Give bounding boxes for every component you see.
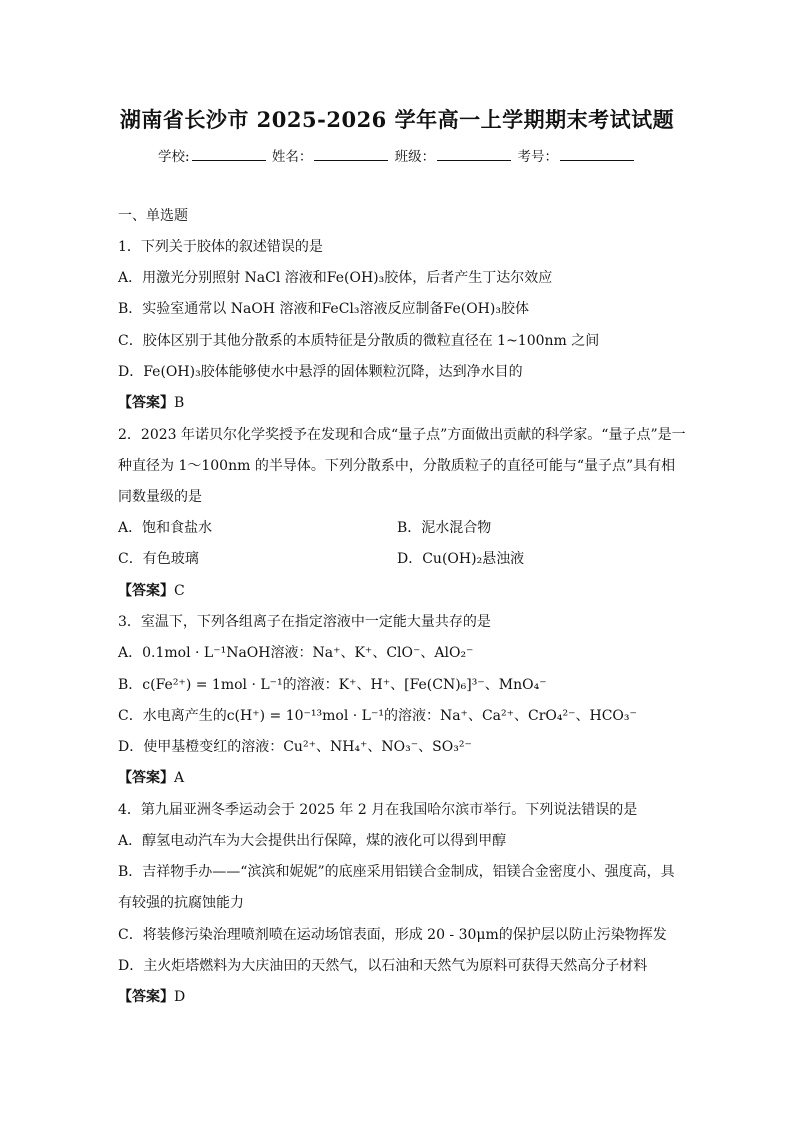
- q4-stem: 4．第九届亚洲冬季运动会于 2025 年 2 月在我国哈尔滨市举行。下列说法错误的是: [118, 802, 638, 818]
- school-blank[interactable]: [192, 148, 266, 161]
- q4-option-b-line2: 有较强的抗腐蚀能力: [118, 895, 244, 911]
- exam-id-blank[interactable]: [560, 148, 634, 161]
- q2-option-a: A．饱和食盐水: [118, 520, 213, 536]
- name-blank[interactable]: [314, 148, 388, 161]
- q2-stem-line1: 2．2023 年诺贝尔化学奖授予在发现和合成“量子点”方面做出贡献的科学家。“量子点”是一: [118, 427, 686, 443]
- q1-option-b: B．实验室通常以 NaOH 溶液和FeCl₃溶液反应制备Fe(OH)₃胶体: [118, 301, 529, 317]
- exam-id-label: 考号：: [517, 149, 558, 165]
- q4-answer: 【答案】D: [118, 989, 186, 1005]
- q3-option-a: A．0.1mol · L⁻¹NaOH溶液：Na⁺、K⁺、ClO⁻、AlO₂⁻: [118, 645, 474, 661]
- q1-option-a: A．用激光分别照射 NaCl 溶液和Fe(OH)₃胶体，后者产生丁达尔效应: [118, 270, 553, 286]
- q1-option-c: C．胶体区别于其他分散系的本质特征是分散质的微粒直径在 1~100nm 之间: [118, 333, 600, 349]
- q1-stem: 1．下列关于胶体的叙述错误的是: [118, 239, 323, 255]
- q2-option-b: B．泥水混合物: [397, 520, 492, 536]
- school-label: 学校:: [158, 149, 190, 165]
- q3-option-d: D．使甲基橙变红的溶液：Cu²⁺、NH₄⁺、NO₃⁻、SO₃²⁻: [118, 739, 472, 755]
- q4-option-b-line1: B．吉祥物手办——“滨滨和妮妮”的底座采用铝镁合金制成，铝镁合金密度小、强度高，具: [118, 864, 675, 880]
- student-info-row: [0, 145, 794, 165]
- q3-option-c: C．水电离产生的c(H⁺) = 10⁻¹³mol · L⁻¹的溶液：Na⁺、Ca²⁺、CrO₄²⁻、HCO₃⁻: [118, 708, 637, 724]
- q2-answer: 【答案】C: [118, 583, 185, 599]
- q2-option-d: D．Cu(OH)₂悬浊液: [397, 551, 525, 567]
- class-label: 班级：: [394, 149, 436, 165]
- q3-answer: 【答案】A: [118, 770, 185, 786]
- q2-option-c: C．有色玻璃: [118, 551, 199, 567]
- q2-stem-line2: 种直径为 1～100nm 的半导体。下列分散系中，分散质粒子的直径可能与“量子点”具有相: [118, 458, 676, 474]
- class-blank[interactable]: [437, 148, 511, 161]
- name-label: 姓名：: [271, 149, 313, 165]
- q4-option-c: C．将装修污染治理喷剂喷在运动场馆表面，形成 20 - 30μm的保护层以防止污染物挥发: [118, 927, 667, 943]
- q4-option-d: D．主火炬塔燃料为大庆油田的天然气，以石油和天然气为原料可获得天然高分子材料: [118, 958, 648, 974]
- q3-stem: 3．室温下，下列各组离子在指定溶液中一定能大量共存的是: [118, 614, 491, 630]
- q4-option-a: A．醇氢电动汽车为大会提供出行保障，煤的液化可以得到甲醇: [118, 833, 507, 849]
- section-heading: 一、单选题: [118, 208, 188, 224]
- q2-stem-line3: 同数量级的是: [118, 489, 202, 505]
- q1-option-d: D．Fe(OH)₃胶体能够使水中悬浮的固体颗粒沉降，达到净水目的: [118, 364, 523, 380]
- q1-answer: 【答案】B: [118, 395, 185, 411]
- q3-option-b: B．c(Fe²⁺) = 1mol · L⁻¹的溶液：K⁺、H⁺、[Fe(CN)₆]³⁻、MnO₄⁻: [118, 677, 547, 693]
- page-title: 湖南省长沙市 2025-2026 学年高一上学期期末考试试题: [119, 107, 675, 132]
